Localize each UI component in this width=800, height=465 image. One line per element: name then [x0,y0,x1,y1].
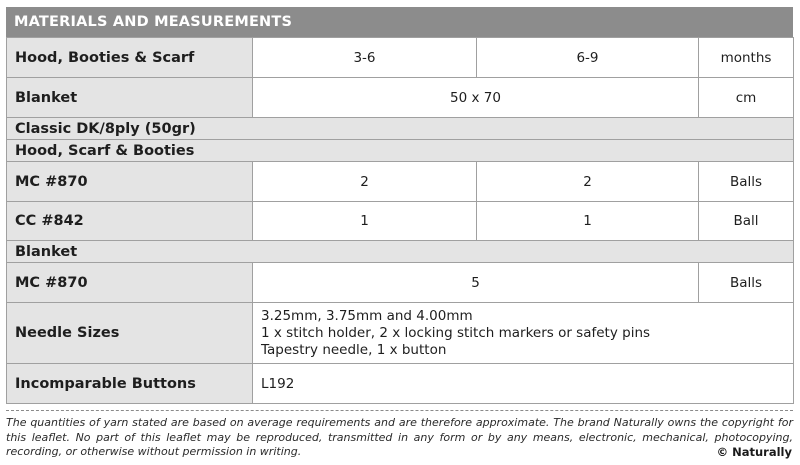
value-cell: 2 [253,162,477,202]
table-row [7,162,794,202]
row-label: MC #870 [7,162,253,202]
value-cell: 2 [477,162,699,202]
table-row [7,263,794,303]
size-cell: 6-9 [477,38,699,78]
row-label: Hood, Booties & Scarf [7,38,253,78]
unit-cell: Balls [699,162,794,202]
table-row [7,38,794,78]
copyright: © Naturally [716,445,792,459]
table-row [7,118,794,140]
needles-cell [253,303,794,364]
value-cell: 1 [253,202,477,241]
table-row [7,78,794,118]
row-label: CC #842 [7,202,253,241]
row-label: Needle Sizes [7,303,253,364]
unit-cell: cm [699,78,794,118]
size-cell: 3-6 [253,38,477,78]
unit-cell: Ball [699,202,794,241]
value-cell: 50 x 70 [253,78,699,118]
table-row [7,364,794,404]
materials-table-panel [6,7,793,404]
section-title: MATERIALS AND MEASUREMENTS [6,7,793,37]
unit-cell: months [699,38,794,78]
row-label: Blanket [7,78,253,118]
value-cell: 5 [253,263,699,303]
table-row [7,140,794,162]
yarn-heading: Classic DK/8ply (50gr) [7,118,794,140]
needles-line: 3.25mm, 3.75mm and 4.00mm [261,307,473,324]
group-heading: Hood, Scarf & Booties [7,140,794,162]
unit-cell: Balls [699,263,794,303]
group-heading: Blanket [7,241,794,263]
table-row [7,202,794,241]
needles-line: Tapestry needle, 1 x button [261,341,447,358]
value-cell: 1 [477,202,699,241]
divider [6,410,793,411]
needles-line: 1 x stitch holder, 2 x locking stitch markers or safety pins [261,324,651,341]
value-cell: L192 [253,364,794,404]
materials-table [6,37,794,404]
table-row [7,241,794,263]
row-label: MC #870 [7,263,253,303]
table-row [7,303,794,364]
footnote: The quantities of yarn stated are based on average requirements and are therefore approximate. The brand Naturally owns the copyright for this leaflet. No part of this leaflet may be reproduced, transmitted in any form or by any means, electronic, mechanical, photocopying, recording, or otherwise without permission in writing. [6,416,793,458]
row-label: Incomparable Buttons [7,364,253,404]
